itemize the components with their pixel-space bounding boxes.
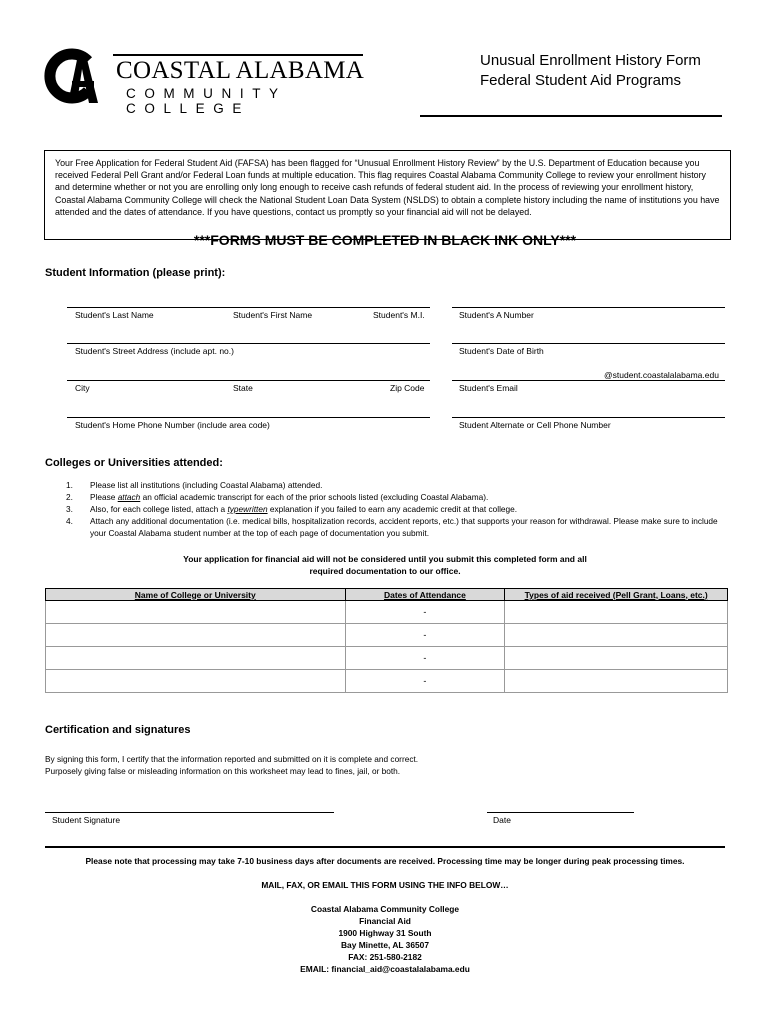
- street-label: Student's Street Address (include apt. no.): [75, 346, 234, 356]
- table-row: [46, 670, 728, 693]
- a-number-label: Student's A Number: [459, 310, 534, 320]
- table-row: [46, 601, 728, 624]
- dates-cell[interactable]: -: [345, 647, 505, 670]
- col-college-name: Name of College or University: [46, 589, 346, 601]
- aid-cell[interactable]: [505, 624, 728, 647]
- date-label: Date: [493, 815, 511, 825]
- mail-instruction: MAIL, FAX, OR EMAIL THIS FORM USING THE INFO BELOW…: [261, 880, 509, 890]
- intro-box: [44, 150, 731, 240]
- instruction-item: 4. Attach any additional documentation (i.e. medical bills, hospitalization records, accident reports, etc.) that supports your reason for withdrawal. Please make sure to include your Coastal Alabama student number at the top of each page of documentation you submit.: [66, 516, 718, 538]
- form-subtitle: Federal Student Aid Programs: [480, 72, 681, 89]
- table-row: [46, 647, 728, 670]
- col-aid-types: Types of aid received (Pell Grant, Loans, etc.): [505, 589, 728, 601]
- dates-cell[interactable]: -: [345, 601, 505, 624]
- aid-cell[interactable]: [505, 647, 728, 670]
- ca-monogram-icon: [42, 45, 104, 107]
- instruction-item: 1. Please list all institutions (including Coastal Alabama) attended.: [66, 480, 323, 490]
- mailing-address: Coastal Alabama Community College Financial Aid 1900 Highway 31 South Bay Minette, AL 36507 FAX: 251-580-2182 EMAIL: financial_aid@coastalalabama.edu: [0, 903, 770, 975]
- email-domain: @student.coastalalabama.edu: [604, 370, 719, 380]
- submission-warning: Your application for financial aid will not be considered until you submit this completed form and all required documentation to our office.: [183, 554, 587, 576]
- certification-text: By signing this form, I certify that the information reported and submitted on it is complete and correct. Purposely giving false or misleading information on this worksheet may lead to fines, jail, or both.: [45, 754, 419, 776]
- alt-phone-label: Student Alternate or Cell Phone Number: [459, 420, 611, 430]
- college-name-cell[interactable]: [46, 601, 346, 624]
- instruction-item: 2. Please attach an official academic transcript for each of the prior schools listed (excluding Coastal Alabama).: [66, 492, 489, 502]
- date-line[interactable]: [487, 812, 634, 813]
- dates-cell[interactable]: -: [345, 670, 505, 693]
- header-rule: [420, 115, 722, 117]
- mi-label: Student's M.I.: [373, 310, 425, 320]
- college-name-cell[interactable]: [46, 670, 346, 693]
- colleges-table: [45, 588, 728, 693]
- first-name-label: Student's First Name: [233, 310, 313, 320]
- email-address: EMAIL: financial_aid@coastalalabama.edu: [300, 964, 470, 974]
- intro-text: Your Free Application for Federal Student Aid (FAFSA) has been flagged for “Unusual Enrollment History Review” by the U.S. Department of Education because you received Federal Pell Grant and/or Federal Loan funds at multiple education. This flag requires Coastal Alabama Community College to review your enrollment history and determine whether or not you are enrolling only long enough to receive cash refunds of federal student aid. In the process of reviewing your enrollment history, Coastal Alabama Community College will check the National Student Loan Data System (NSLDS) to obtain a complete history including the name of institutions you have attended and the dates of attendance. If you have questions, contact us promptly so your financial aid will not be delayed.: [55, 158, 720, 217]
- table-row: [46, 624, 728, 647]
- state-label: State: [233, 383, 253, 393]
- instruction-list: [66, 479, 726, 539]
- dates-cell[interactable]: -: [345, 624, 505, 647]
- signature-line[interactable]: [45, 812, 334, 813]
- zip-label: Zip Code: [390, 383, 425, 393]
- city-label: City: [75, 383, 90, 393]
- signature-label: Student Signature: [52, 815, 121, 825]
- col-dates: Dates of Attendance: [345, 589, 505, 601]
- instruction-item: 3. Also, for each college listed, attach a typewritten explanation if you failed to earn any academic credit at that college.: [66, 504, 518, 514]
- last-name-label: Student's Last Name: [75, 310, 154, 320]
- college-name-cell[interactable]: [46, 647, 346, 670]
- dob-label: Student's Date of Birth: [459, 346, 544, 356]
- certification-heading: Certification and signatures: [45, 724, 191, 736]
- form-title: Unusual Enrollment History Form: [480, 52, 701, 69]
- ink-notice: ***FORMS MUST BE COMPLETED IN BLACK INK ONLY***: [193, 232, 577, 248]
- student-info-heading: Student Information (please print):: [45, 267, 226, 279]
- college-name: COASTAL ALABAMA: [116, 57, 365, 84]
- college-subtitle: COMMUNITY COLLEGE: [126, 86, 287, 116]
- aid-cell[interactable]: [505, 601, 728, 624]
- table-header-row: [46, 589, 728, 601]
- college-logo: [40, 45, 370, 116]
- college-name-cell[interactable]: [46, 624, 346, 647]
- email-label: Student's Email: [459, 383, 518, 393]
- home-phone-label: Student's Home Phone Number (include area code): [75, 420, 270, 430]
- footer-rule: [45, 846, 725, 848]
- processing-note: Please note that processing may take 7-10 business days after documents are received. Processing time may be longer during peak processing times.: [85, 856, 685, 866]
- aid-cell[interactable]: [505, 670, 728, 693]
- colleges-heading: Colleges or Universities attended:: [45, 457, 223, 469]
